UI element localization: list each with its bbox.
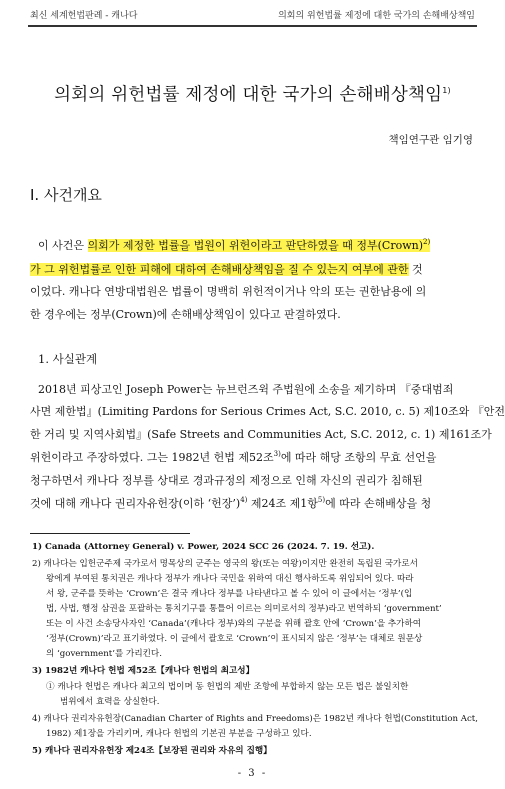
running-header-right: 의회의 위헌법률 제정에 대한 국가의 손해배상책임 xyxy=(278,11,475,21)
footnote-3 xyxy=(32,664,254,676)
para1-text: 이 사건은 xyxy=(38,239,88,252)
footnote-4-line: 1982) 제1장을 가리키며, 캐나다 헌법의 기본권 부분을 구성하고 있다. xyxy=(46,729,312,739)
page-number: - 3 - xyxy=(237,768,268,779)
author-line: 책임연구관 임기영 xyxy=(388,134,473,146)
para2-line3: 한 거리 및 지역사회법』(Safe Streets and Communities Act, S.C. 2012, c. 1) 제161조가 xyxy=(30,428,492,441)
footnote-2-line: 왕에게 부여된 통치권은 캐나다 정부가 캐나다 국민을 위하여 대신 행사하도록 위임되어 있다. 따라 xyxy=(46,574,414,584)
para2-line4 xyxy=(30,449,436,465)
footnote-ref-3[interactable]: 3) xyxy=(273,450,281,458)
footnote-rule xyxy=(30,533,190,534)
para2-text: 에 따라 손해배상을 청 xyxy=(325,497,432,510)
footnote-ref-4[interactable]: 4) xyxy=(240,496,248,504)
footnote-5-text: 5) 캐나다 권리자유헌장 제24조【보장된 권리와 자유의 집행】 xyxy=(32,746,272,756)
footnote-3-text: 3) 1982년 캐나다 헌법 제52조【캐나다 헌법의 최고성】 xyxy=(32,666,255,676)
header-rule xyxy=(28,25,477,27)
para1-line4: 한 경우에는 정부(Crown)에 손해배상책임이 있다고 판결하였다. xyxy=(30,308,341,321)
para2-line6 xyxy=(30,495,431,511)
para2-line1: 2018년 피상고인 Joseph Power는 뉴브런즈윅 주법원에 소송을 제기하며 『중대범죄 xyxy=(38,383,454,396)
page-title xyxy=(0,81,505,106)
footnote-2-line: 법, 사법, 행정 삼권을 포괄하는 통치기구를 통틀어 이르는 의미로서의 정부)라고 번역하되 ‘government’ xyxy=(46,604,442,614)
footnote-1 xyxy=(32,540,374,552)
footnote-2-line: ‘정부(Crown)’라고 표기하였다. 이 글에서 괄호로 ‘Crown’이 표시되지 않은 ‘정부’는 대체로 원문상 xyxy=(46,634,423,644)
para1-highlight-text: 의회가 제정한 법률을 법원이 위헌이라고 판단하였을 때 정부(Crown) xyxy=(87,239,424,252)
para2-text: 에 따라 해당 조항의 무효 선언을 xyxy=(280,451,437,464)
footnote-ref-5[interactable]: 5) xyxy=(317,496,326,504)
para2-text: 것에 대해 캐나다 권리자유헌장(이하 ‘헌장’) xyxy=(30,497,241,510)
footnote-4-line: 4) 캐나다 권리자유헌장(Canadian Charter of Rights and Freedoms)은 1982년 캐나다 헌법(Constitution Act, xyxy=(32,714,478,724)
para1-line1 xyxy=(38,237,430,253)
footnote-2-line: 의 ‘government’를 가리킨다. xyxy=(46,649,162,659)
footnote-ref-2[interactable]: 2) xyxy=(423,238,431,246)
footnote-1-text: 1) Canada (Attorney General) v. Power, 2024 SCC 26 (2024. 7. 19. 선고). xyxy=(32,542,375,552)
footnote-3-item: 범위에서 효력을 상실한다. xyxy=(60,697,160,707)
para2-text: 제24조 제1항 xyxy=(247,497,318,510)
page-title-text: 의회의 위헌법률 제정에 대한 국가의 손해배상책임 xyxy=(54,85,443,105)
running-header-left: 최신 세계헌법판례 - 캐나다 xyxy=(30,11,138,21)
para2-line5: 청구하면서 캐나다 정부를 상대로 경과규정의 제정으로 인해 자신의 권리가 침해된 xyxy=(30,474,423,487)
para2-line2: 사면 제한법』(Limiting Pardons for Serious Crimes Act, S.C. 2010, c. 5) 제10조와 『안전 xyxy=(30,405,505,418)
footnote-3-item: ① 캐나다 헌법은 캐나다 최고의 법이며 동 헌법의 제반 조항에 부합하지 않는 모든 법은 불일치한 xyxy=(46,682,409,692)
section-heading: Ⅰ. 사건개요 xyxy=(30,186,102,204)
para1-line2 xyxy=(30,261,423,277)
title-footnote-ref[interactable]: 1) xyxy=(442,86,451,95)
footnote-2-line: 2) 캐나다는 입헌군주제 국가로서 명목상의 군주는 영국의 왕(또는 여왕)이지만 완전히 독립된 국가로서 xyxy=(32,559,418,569)
highlighted-text xyxy=(88,239,431,252)
footnote-5 xyxy=(32,744,272,756)
para1-text: 것 xyxy=(408,263,423,276)
highlighted-text: 가 그 위헌법률로 인한 피해에 대하여 손해배상책임을 질 수 있는지 여부에 관한 xyxy=(30,263,409,276)
para1-line3: 이었다. 캐나다 연방대법원은 법률이 명백히 위헌적이거나 악의 또는 권한남용에 의 xyxy=(30,285,427,298)
subsection-heading: 1. 사실관계 xyxy=(38,352,98,366)
footnote-2-line: 또는 이 사건 소송당사자인 ‘Canada’(캐나다 정부)와의 구분을 위해 괄호 안에 ‘Crown’을 추가하여 xyxy=(46,619,422,629)
footnote-2-line: 서 왕, 군주를 뜻하는 ‘Crown’은 결국 캐나다 정부를 나타낸다고 볼 수 있어 이 글에서는 ‘정부’(입 xyxy=(46,589,413,599)
para2-text: 위헌이라고 주장하였다. 그는 1982년 헌법 제52조 xyxy=(30,451,274,464)
